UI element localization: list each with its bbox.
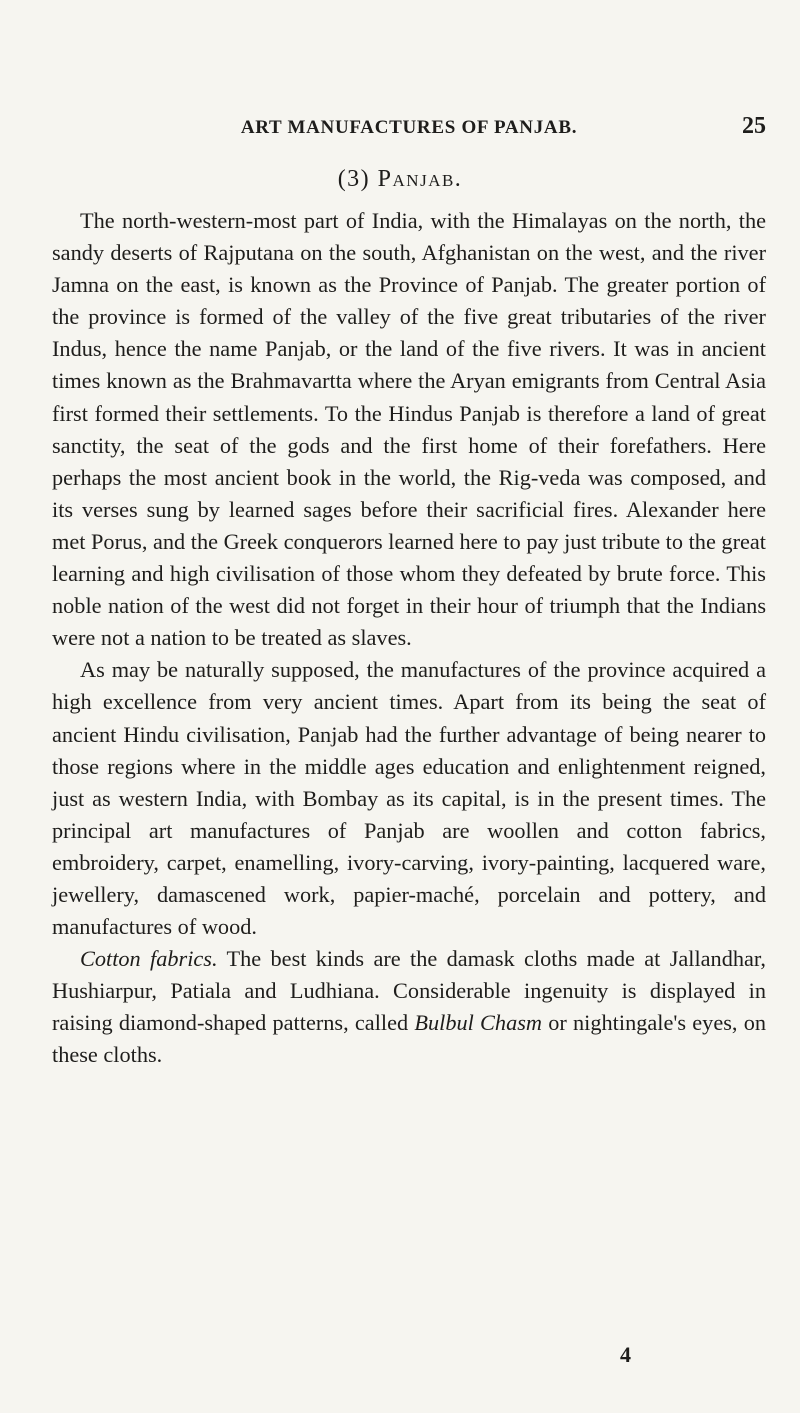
paragraph: As may be naturally supposed, the manufactures of the province acquired a high excellence from very ancient times. Apart from its being the seat of ancient Hindu civilisation, Panjab had the further advantage of being nearer to those regions where in the middle ages education and enlightenment reigned, just as western India, with Bombay as its capital, is in the present times. The principal art manufactures of Panjab are woollen and cotton fabrics, embroidery, carpet, enamelling, ivory-carving, ivory-painting, lacquered ware, jewellery, damascened work, papier-maché, porcelain and pottery, and manufactures of wood.: [52, 657, 766, 940]
paragraph-text: The best kinds are the damask cloths made at Jallandhar, Hushiarpur, Patiala and Ludhiana. Considerable ingenuity is displayed in raising diamond-shaped patterns, called: [52, 946, 767, 1036]
paragraph-cotton-fabrics: [52, 943, 766, 1071]
section-number: (3): [337, 166, 371, 192]
page-number: 25: [742, 113, 766, 139]
running-head: [52, 113, 766, 143]
section-heading: [0, 166, 800, 193]
body-text: [52, 205, 766, 1072]
section-title: Panjab.: [377, 166, 463, 192]
signature-mark: 4: [620, 1342, 631, 1367]
paragraph-lead-italic: Cotton fabrics.: [80, 946, 218, 972]
paragraph-text: or nightingale's eyes, on these cloths.: [52, 1010, 766, 1068]
italic-term: Bulbul Chasm: [414, 1010, 542, 1036]
running-title: ART MANUFACTURES OF PANJAB.: [240, 117, 578, 138]
paragraph: The north-western-most part of India, with the Himalayas on the north, the sandy deserts of Rajputana on the south, Afghanistan on the west, and the river Jamna on the east, is known as the Province of Panjab. The greater portion of the province is formed of the valley of the five great tributaries of the river Indus, hence the name Panjab, or the land of the five rivers. It was in ancient times known as the Brahmavartta where the Aryan emigrants from Central Asia first formed their settlements. To the Hindus Panjab is therefore a land of great sanctity, the seat of the gods and the first home of their forefathers. Here perhaps the most ancient book in the world, the Rig-veda was composed, and its verses sung by learned sages before their sacrificial fires. Alexander here met Porus, and the Greek conquerors learned here to pay just tribute to the great learning and high civilisation of those whom they defeated by brute force. This noble nation of the west did not forget in their hour of triumph that the Indians were not a nation to be treated as slaves.: [52, 208, 766, 651]
